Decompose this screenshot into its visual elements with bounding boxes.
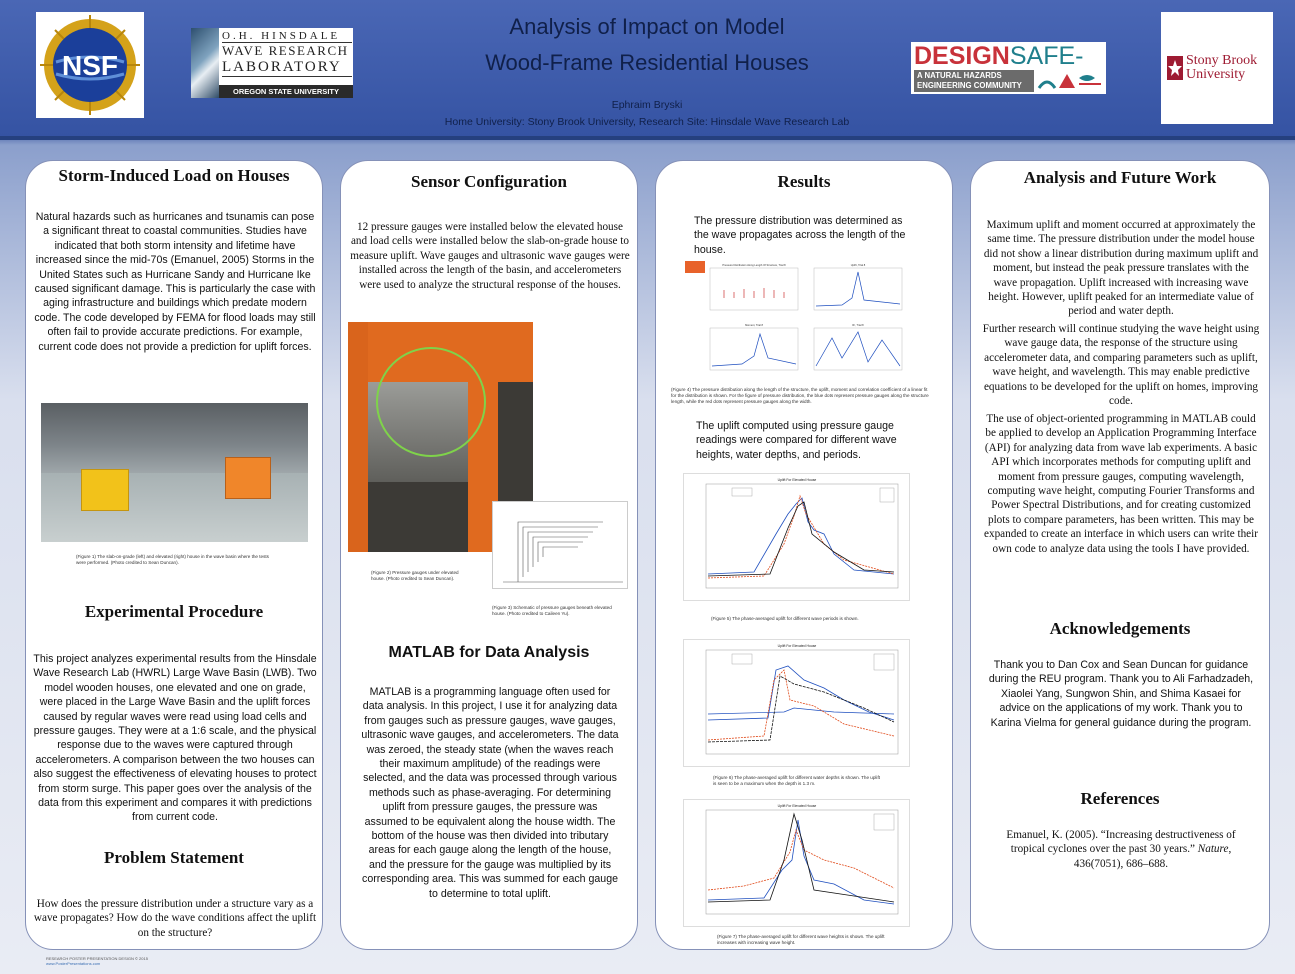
stonybrook-line2: University xyxy=(1186,67,1246,82)
procedure-section-text: This project analyzes experimental results from the Hinsdale Wave Research Lab (HWRL) Large Wave Basin (LWB). Two model wooden houses, one elevated and one on grade, were placed in the Large Wave Basin and the uplift forces caused by regular waves were read using load cells and pressure gauges. They were at a 1:6 scale, and the physical response due to the waves were captured through accelerometers. A comparison between the two houses can also suggest the effectiveness of elevating houses to protect from storm surge. This paper goes over the analysis of the data from this experiment and compares it with predictions from current code. xyxy=(33,653,317,824)
fig4-panel-title-1: Pressure Distribution Along Length Of Structure, Trial 8 xyxy=(722,264,786,267)
hinsdale-line2: WAVE RESEARCH xyxy=(222,43,349,58)
storm-section-title: Storm-Induced Load on Houses xyxy=(58,166,290,185)
template-website: www.PosterPresentations.com xyxy=(46,961,101,966)
designsafe-logo xyxy=(911,42,1106,94)
reference-entry xyxy=(993,828,1249,871)
ack-section-text: Thank you to Dan Cox and Sean Duncan for guidance during the REU program. Thank you to Ali Farhadzadeh, Xiaolei Yang, Sungwon Shin, and Shima Kasaei for advice on the applications of my work. Thank you to Karina Vielma for general guidance during the program. xyxy=(988,659,1254,729)
designsafe-word-b: SAFE- xyxy=(1009,42,1084,70)
analysis-section-title: Analysis and Future Work xyxy=(1023,168,1217,187)
ack-section-title: Acknowledgements xyxy=(1049,619,1191,638)
figure-6-title: Uplift For Elevated House xyxy=(777,644,817,648)
stonybrook-line1: Stony Brook xyxy=(1186,53,1258,68)
results-text-1: The pressure distribution was determined as the wave propagates across the length of the house. xyxy=(694,215,906,256)
designsafe-sub2: ENGINEERING COMMUNITY xyxy=(917,81,1022,90)
figure-4-panels xyxy=(682,258,930,380)
reference-text-a: Emanuel, K. (2005). “Increasing destructiveness of tropical cyclones over the past 30 years.” xyxy=(1006,829,1236,856)
hinsdale-line3: LABORATORY xyxy=(222,59,352,77)
storm-section-text: Natural hazards such as hurricanes and tsunamis can pose a significant threat to coastal communities. Studies have indicated that both storm intensity and lifetime have increased since the mid-70s (Emanuel, 2005) Storms in the United States such as Hurricane Sandy and Hurricane Ike caused significant damage. This is particularly the case with aging infrastructure and buildings which predate modern code. The code developed by FEMA for flood loads may still often fail to provide accurate predictions. For example, current code does not provide a prediction for uplift forces. xyxy=(34,211,316,353)
data-logo-icon xyxy=(685,261,705,273)
column-2 xyxy=(340,160,638,950)
hinsdale-line4: OREGON STATE UNIVERSITY xyxy=(219,85,353,98)
stonybrook-logo xyxy=(1161,12,1273,124)
nsf-logo xyxy=(36,12,144,118)
figure-5-plot xyxy=(683,473,910,601)
figure-6-caption: (Figure 6) The phase-averaged uplift for different water depths is shown. The uplift is seen to be a maximum when the depth is 1.3 m. xyxy=(713,775,880,786)
gauge-highlight-ring xyxy=(376,347,486,457)
reference-journal: Nature xyxy=(1197,843,1229,856)
figure-7-caption: (Figure 7) The phase-averaged uplift for different wave heights is shown. The uplift increases with increasing wave height. xyxy=(717,934,885,945)
figure-4-chart xyxy=(682,258,930,380)
slab-house-model xyxy=(81,469,129,511)
results-section-title: Results xyxy=(777,172,831,191)
figure-3-schematic xyxy=(492,501,628,589)
column-4 xyxy=(970,160,1270,950)
references-section-title: References xyxy=(1080,789,1160,808)
figure-1-photo xyxy=(41,403,308,542)
wave-image-icon xyxy=(191,28,219,98)
poster-title-line2: Wood-Frame Residential Houses xyxy=(485,50,809,75)
fig4-panel-title-3: Moment, Trial 8 xyxy=(745,324,763,327)
author-name: Ephraim Bryski xyxy=(611,99,683,111)
svg-text:NSF: NSF xyxy=(62,50,118,81)
figure-2-caption: (Figure 2) Pressure gauges under elevated house. (Photo credited to Sean Duncan). xyxy=(371,570,459,581)
sensor-section-text: 12 pressure gauges were installed below the elevated house and load cells were installed below the slab-on-grade house to measure uplift. Wave gauges and ultrasonic wave gauges were installed across the length of the basin, and accelerometers were used to analyze the structural response of the houses. xyxy=(350,221,630,291)
template-credit: RESEARCH POSTER PRESENTATION DESIGN © 2015 xyxy=(46,956,148,961)
column-1 xyxy=(25,160,323,950)
stonybrook-star-icon xyxy=(1167,56,1183,80)
figure-1-caption: (Figure 1) The slab-on-grade (left) and elevated (right) house in the wave basin where the tests were performed. (Photo credited to Sean Duncan). xyxy=(76,554,269,565)
schematic-drawing-icon xyxy=(493,502,628,589)
procedure-section-title: Experimental Procedure xyxy=(84,602,264,621)
figure-7-plot xyxy=(683,799,910,927)
problem-section-title: Problem Statement xyxy=(104,848,244,867)
designsafe-word-a: DESIGN xyxy=(914,42,1010,70)
fig4-panel-title-2: Uplift, Trial 8 xyxy=(850,264,866,267)
figure-7-title: Uplift For Elevated House xyxy=(777,804,817,808)
hinsdale-line1: O.H. HINSDALE xyxy=(222,30,352,43)
analysis-paragraph-1: Maximum uplift and moment occurred at approximately the same time. The pressure distribution under the model house did not show a linear distribution during maximum uplift and moment, but instead the peak pressure translates with the wave propagation. Uplift increased with increasing wave height. However, uplift peaked for an intermediate value of period and water depth. xyxy=(983,219,1259,318)
column-3 xyxy=(655,160,953,950)
figure-3-caption: (Figure 3) Schematic of pressure gauges beneath elevated house. (Photo credited to Caileen Yu). xyxy=(492,605,612,616)
results-text-2: The uplift computed using pressure gauge readings were compared for different wave heights, water depths, and periods. xyxy=(696,420,897,461)
designsafe-sub1: A NATURAL HAZARDS xyxy=(917,71,1002,80)
hazard-symbols-icon xyxy=(1037,70,1103,92)
poster-header xyxy=(0,0,1295,140)
figure-5-caption: (Figure 5) The phase-averaged uplift for different wave periods is shown. xyxy=(711,616,859,621)
problem-section-text: How does the pressure distribution under a structure vary as a wave propagates? How do the wave conditions affect the uplift on the structure? xyxy=(33,898,317,939)
figure-6-plot xyxy=(683,639,910,767)
figure-4-caption: (Figure 4) The pressure distribution along the length of the structure, the uplift, moment and correlation coefficient of a linear fit for the distribution is shown. For the figure of pressure distribution, the blue dots represent pressure gauges along the structure length, while the red dots represent pressure gauges along the width. xyxy=(671,387,929,404)
elevated-house-model xyxy=(225,457,271,499)
analysis-paragraph-3: The use of object-oriented programming in MATLAB could be applied to develop an Application Programming Interface (API) for analyzing data from wave lab experiments. A basic API which incorporates methods for computing uplift and moment from pressure gauges, computing wavelength, computing wave height, computing Fourier Transforms and Power Spectral Distributions, and for creating customized plots to compare parameters, has been written. This may be expanded to create an interface in which users can write their own code to analyze data using the tools I have provided. xyxy=(984,413,1258,555)
sensor-section-title: Sensor Configuration xyxy=(410,172,567,191)
fig4-panel-title-4: R², Trial 8 xyxy=(852,324,864,327)
poster-title-line1: Analysis of Impact on Model xyxy=(509,14,785,39)
matlab-section-text: MATLAB is a programming language often used for data analysis. In this project, I use it for analyzing data from gauges such as pressure gauges, wave gauges, ultrasonic wave gauges, and accelerometers. The data was zeroed, the steady state (when the waves reach their maximum amplitude) of the readings were selected, and the data was processed through various methods such as phase-averaging. For determining uplift from pressure gauges, the pressure was assumed to be equivalent along the house width. The bottom of the house was then divided into tributary areas for each gauge along the length of the house, and the pressure for the gauge was multiplied by its corresponding area. This was summed for each gauge to determine to total uplift. xyxy=(361,686,619,900)
analysis-paragraph-2: Further research will continue studying the wave height using wave gauge data, the response of the structure using accelerometer data, and comparing parameters such as uplift, wave height, and wavelength. This may enable predictive equations to be developed for the uplift on homes, improving code. xyxy=(982,323,1260,408)
figure-5-title: Uplift For Elevated House xyxy=(777,478,817,482)
reference-text-b: , 436(7051), 686–688. xyxy=(1073,843,1232,870)
matlab-section-title: MATLAB for Data Analysis xyxy=(388,644,590,661)
nsf-seal-icon xyxy=(36,12,144,118)
affiliation: Home University: Stony Brook University, Research Site: Hinsdale Wave Research Lab xyxy=(444,116,850,128)
